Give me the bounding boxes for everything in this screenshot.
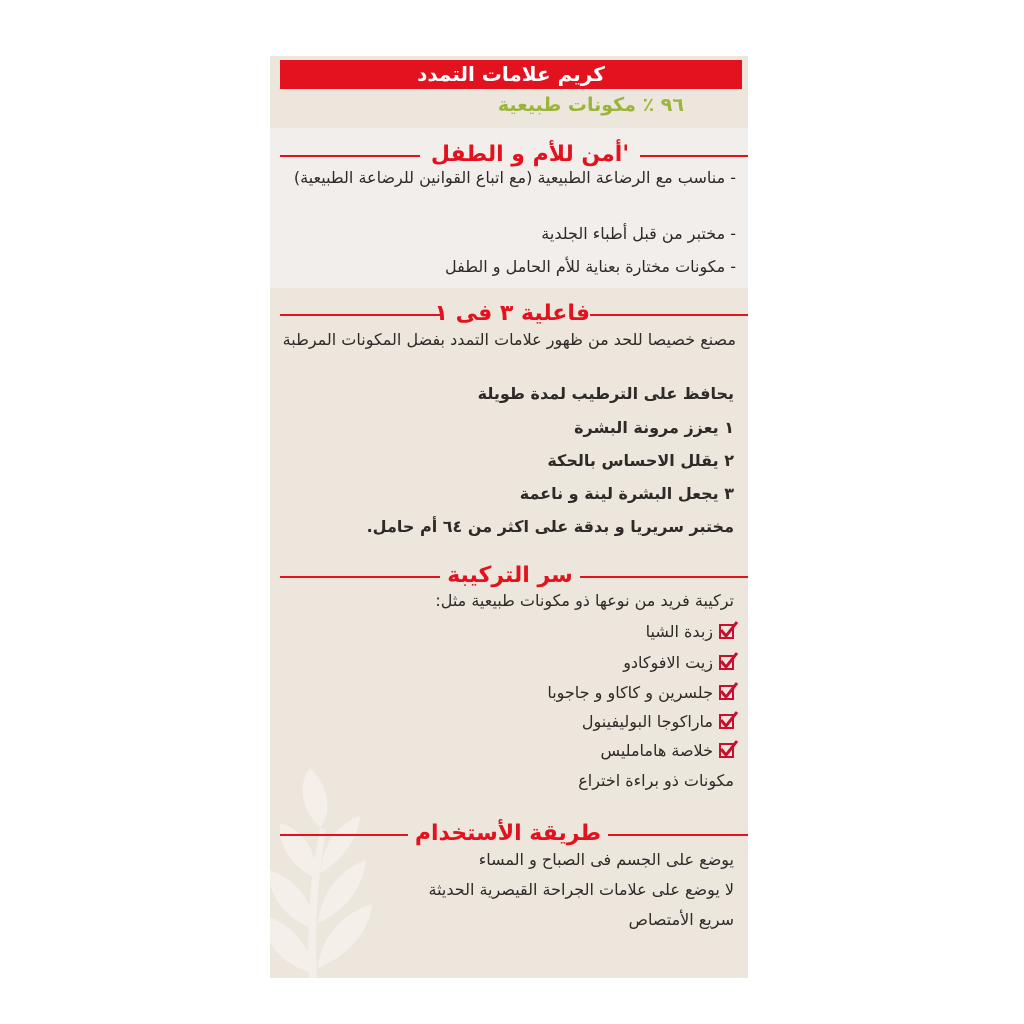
checkbox-checked-icon bbox=[719, 743, 734, 758]
checkbox-checked-icon bbox=[719, 624, 734, 639]
efficacy-line-4: ٣ يجعل البشرة لينة و ناعمة bbox=[519, 484, 734, 503]
efficacy-line-5: مختبر سريريا و بدقة على اكثر من ٦٤ أم حامل. bbox=[366, 517, 734, 536]
ingredient-label: ماراكوجا البوليفينول bbox=[581, 711, 713, 731]
usage-line-2: لا يوضع على علامات الجراحة القيصرية الحديثة bbox=[428, 880, 734, 899]
ingredient-item bbox=[547, 680, 734, 704]
ingredient-item bbox=[646, 619, 734, 643]
checkbox-checked-icon bbox=[719, 685, 734, 700]
efficacy-heading bbox=[280, 299, 748, 329]
safety-heading-text: 'أمن للأم و الطفل bbox=[430, 142, 630, 167]
efficacy-intro: مصنع خصيصا للحد من ظهور علامات التمدد بفضل المكونات المرطبة bbox=[282, 330, 736, 349]
ingredient-item bbox=[600, 738, 734, 762]
efficacy-line-2: ١ يعزز مرونة البشرة bbox=[574, 418, 734, 437]
safety-item-2: - مختبر من قبل أطباء الجلدية bbox=[541, 224, 736, 243]
ingredient-label: خلاصة هامامليس bbox=[600, 740, 713, 760]
efficacy-line-1: يحافظ على الترطيب لمدة طويلة bbox=[477, 384, 734, 403]
formula-heading-text: سر التركيبة bbox=[447, 563, 573, 588]
patent-note: مكونات ذو براءة اختراع bbox=[578, 771, 734, 790]
heading-rule-left bbox=[280, 155, 420, 157]
safety-item-1: - مناسب مع الرضاعة الطبيعية (مع اتباع القوانين للرضاعة الطبيعية) bbox=[293, 168, 736, 187]
natural-ingredients-subtitle: ٩٦ ٪ مكونات طبيعية bbox=[497, 94, 684, 116]
ingredient-item bbox=[582, 709, 734, 733]
leaf-watermark-icon bbox=[270, 768, 400, 978]
safety-item-3: - مكونات مختارة بعناية للأم الحامل و الطفل bbox=[445, 257, 736, 276]
usage-line-1: يوضع على الجسم فى الصباح و المساء bbox=[478, 850, 734, 869]
heading-rule-right bbox=[640, 155, 748, 157]
usage-heading-text: طريقة الأستخدام bbox=[414, 821, 602, 846]
heading-rule-right bbox=[580, 576, 748, 578]
heading-rule-right bbox=[608, 834, 748, 836]
checkbox-checked-icon bbox=[719, 655, 734, 670]
product-title: كريم علامات التمدد bbox=[280, 60, 742, 89]
heading-rule-right bbox=[590, 314, 748, 316]
ingredient-item bbox=[623, 650, 734, 674]
heading-rule-left bbox=[280, 576, 440, 578]
usage-line-3: سريع الأمتصاص bbox=[628, 910, 734, 929]
ingredient-label: زبدة الشيا bbox=[645, 621, 713, 641]
heading-rule-left bbox=[280, 834, 408, 836]
efficacy-line-3: ٢ يقلل الاحساس بالحكة bbox=[547, 451, 734, 470]
formula-intro: تركيبة فريد من نوعها ذو مكونات طبيعية مثل: bbox=[435, 591, 734, 610]
usage-heading bbox=[280, 819, 748, 849]
heading-rule-left bbox=[280, 314, 440, 316]
formula-heading bbox=[280, 561, 748, 591]
ingredient-label: جلسرين و كاكاو و جاجوبا bbox=[547, 682, 713, 702]
efficacy-heading-text: فاعلية ٣ فى ١ bbox=[434, 301, 590, 326]
product-label-card bbox=[270, 56, 748, 978]
ingredient-label: زيت الافوكادو bbox=[623, 652, 713, 672]
checkbox-checked-icon bbox=[719, 714, 734, 729]
